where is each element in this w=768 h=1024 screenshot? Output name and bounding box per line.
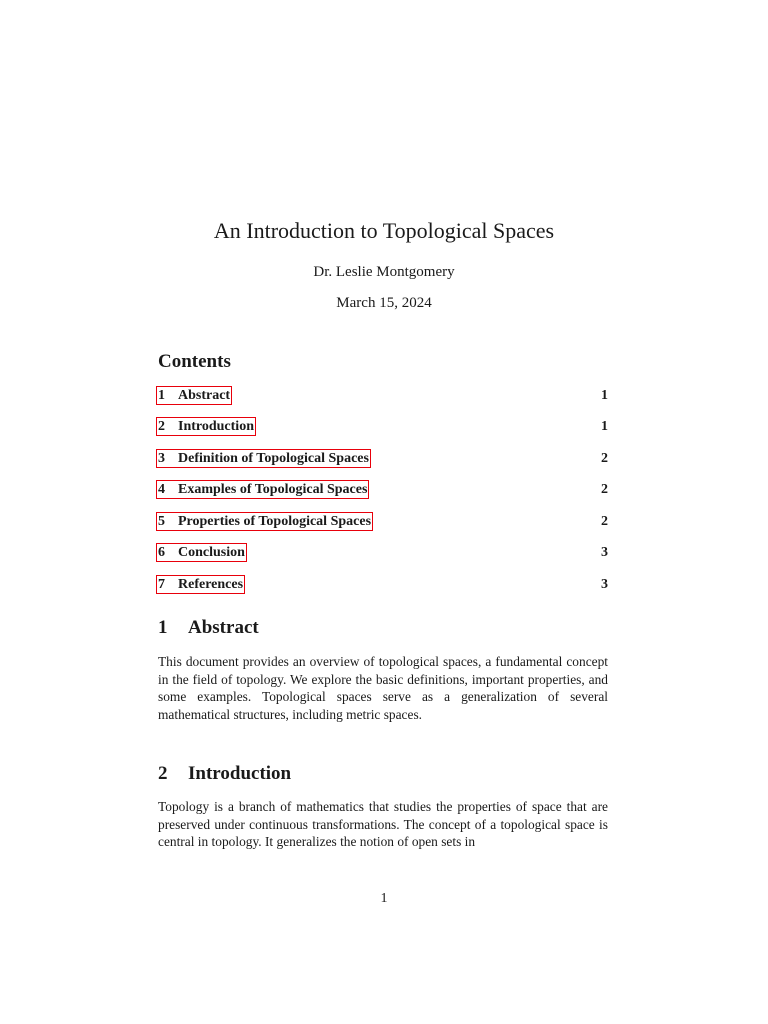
- toc-number: 6: [158, 545, 165, 560]
- document-title: An Introduction to Topological Spaces: [213, 218, 555, 243]
- toc-page-number: 2: [601, 514, 608, 529]
- toc-entry: [158, 544, 608, 562]
- toc-entry: [158, 513, 608, 531]
- section-number: 2: [158, 763, 168, 784]
- toc-page-number: 3: [601, 577, 608, 592]
- toc-label: Conclusion: [178, 545, 245, 560]
- toc-page-number: 1: [601, 388, 608, 403]
- toc-number: 5: [158, 514, 165, 529]
- toc-number: 2: [158, 419, 165, 434]
- section-heading-abstract: [158, 616, 259, 640]
- toc-label: Definition of Topological Spaces: [178, 451, 369, 466]
- toc-number: 3: [158, 451, 165, 466]
- toc-link-references[interactable]: [156, 575, 245, 594]
- toc-link-properties[interactable]: [156, 512, 373, 531]
- toc-link-introduction[interactable]: [156, 417, 256, 436]
- toc-entry: [158, 450, 608, 468]
- toc-label: Properties of Topological Spaces: [178, 514, 372, 529]
- toc-number: 7: [158, 577, 165, 592]
- document-date: March 15, 2024: [336, 295, 432, 311]
- toc-label: References: [178, 577, 244, 592]
- toc-entry: [158, 481, 608, 499]
- document-author: Dr. Leslie Montgomery: [313, 264, 455, 280]
- introduction-paragraph: Topology is a branch of mathematics that studies the properties of space that are preserved under continuous transformations. The concept of a topological space is central in topology. It generalizes the notion of open sets in: [158, 799, 608, 850]
- toc-link-examples[interactable]: [156, 480, 369, 499]
- contents-heading: Contents: [158, 351, 231, 372]
- abstract-paragraph: This document provides an overview of topological spaces, a fundamental concept in the field of topology. We explore the basic definitions, important properties, and some examples. Topological spaces serve as a generalization of several mathematical structures, including metric spaces.: [158, 654, 608, 722]
- toc-page-number: 2: [601, 451, 608, 466]
- toc-link-conclusion[interactable]: [156, 543, 247, 562]
- toc-number: 1: [158, 388, 165, 403]
- section-title: Abstract: [188, 617, 259, 638]
- toc-link-abstract[interactable]: [156, 386, 232, 405]
- toc-label: Abstract: [178, 388, 231, 403]
- toc-label: Introduction: [178, 419, 254, 434]
- toc-page-number: 2: [601, 482, 608, 497]
- toc-page-number: 1: [601, 419, 608, 434]
- toc-entry: [158, 418, 608, 436]
- toc-link-definition[interactable]: [156, 449, 371, 468]
- toc-entry: [158, 387, 608, 405]
- toc-number: 4: [158, 482, 165, 497]
- page-number: 1: [380, 891, 388, 906]
- section-number: 1: [158, 617, 168, 638]
- toc-entry: [158, 576, 608, 594]
- section-title: Introduction: [188, 763, 292, 784]
- toc-page-number: 3: [601, 545, 608, 560]
- section-heading-introduction: [158, 762, 291, 786]
- toc-label: Examples of Topological Spaces: [178, 482, 368, 497]
